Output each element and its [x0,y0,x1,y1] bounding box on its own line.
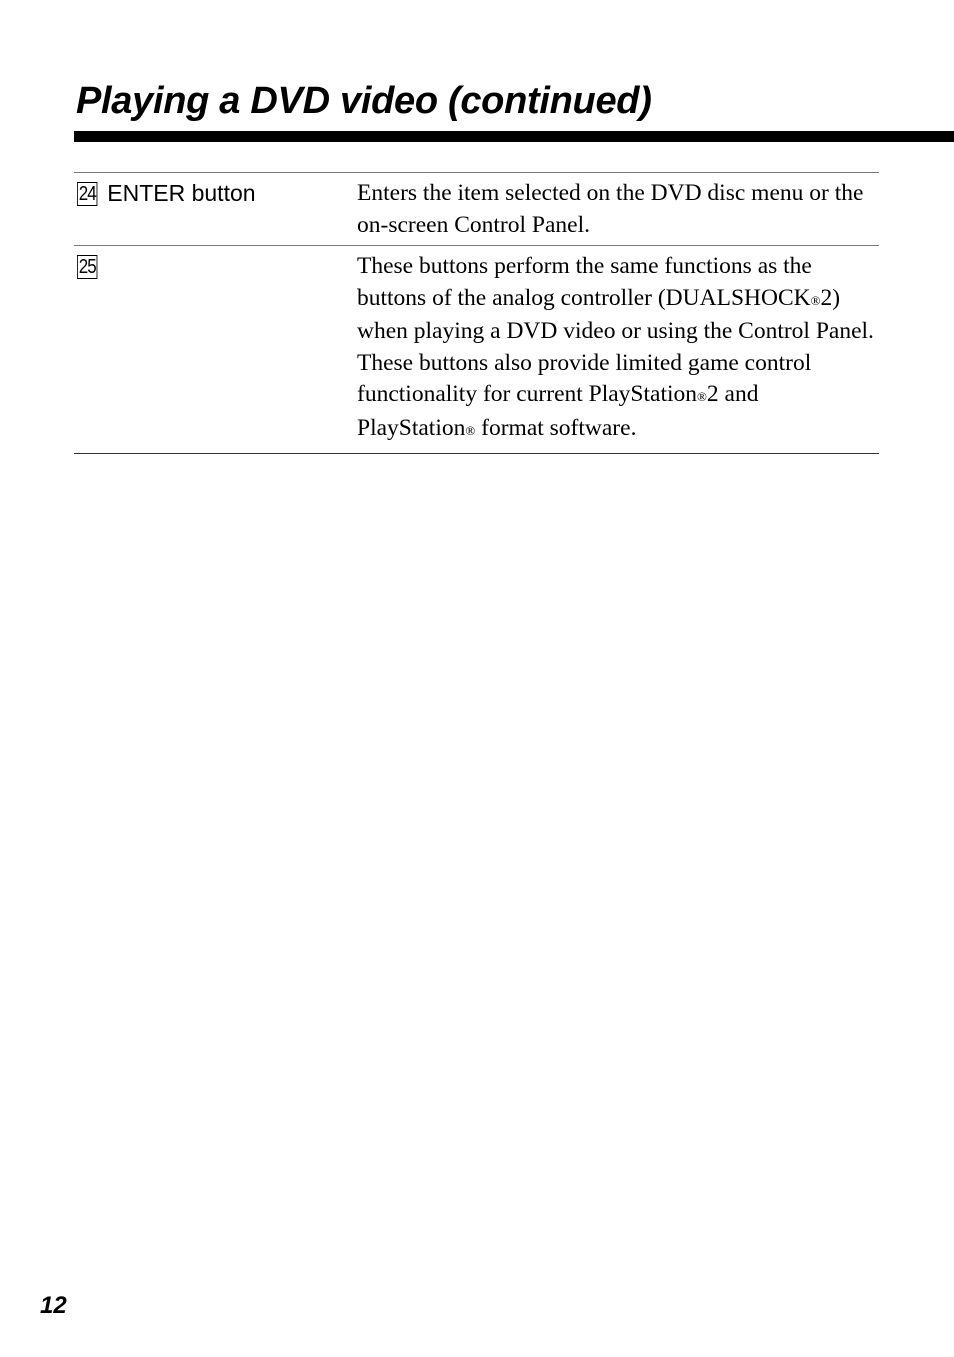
description-text: These buttons perform the same functions as the buttons of the analog controller (DUALSHOCK [357,253,812,311]
description-text: format software. [475,414,637,441]
button-description-table [74,172,879,454]
item-number-badge: 24 [78,183,96,205]
item-description: Enters the item selected on the DVD disc menu or the on-screen Control Panel. [357,173,879,246]
description-text: These buttons also provide limited game control functionality for current PlayStation [357,349,812,407]
registered-mark: ® [697,389,707,404]
registered-mark: ® [465,422,476,438]
description-text: 2 and PlayStation [357,381,759,441]
page-number: 12 [40,1292,67,1319]
registered-mark: ® [810,292,821,308]
item-label: ENTER button [107,180,256,206]
item-number-badge: 25 [78,256,96,278]
page-title: Playing a DVD video (continued) [76,80,652,122]
title-rule [74,131,954,142]
item-label-cell [74,246,357,454]
description-text: 2) when playing a DVD video or using the Control Panel. [357,284,874,344]
table-row [74,246,879,454]
table-row [74,173,879,246]
item-description [357,246,879,454]
item-label-cell [74,173,357,246]
